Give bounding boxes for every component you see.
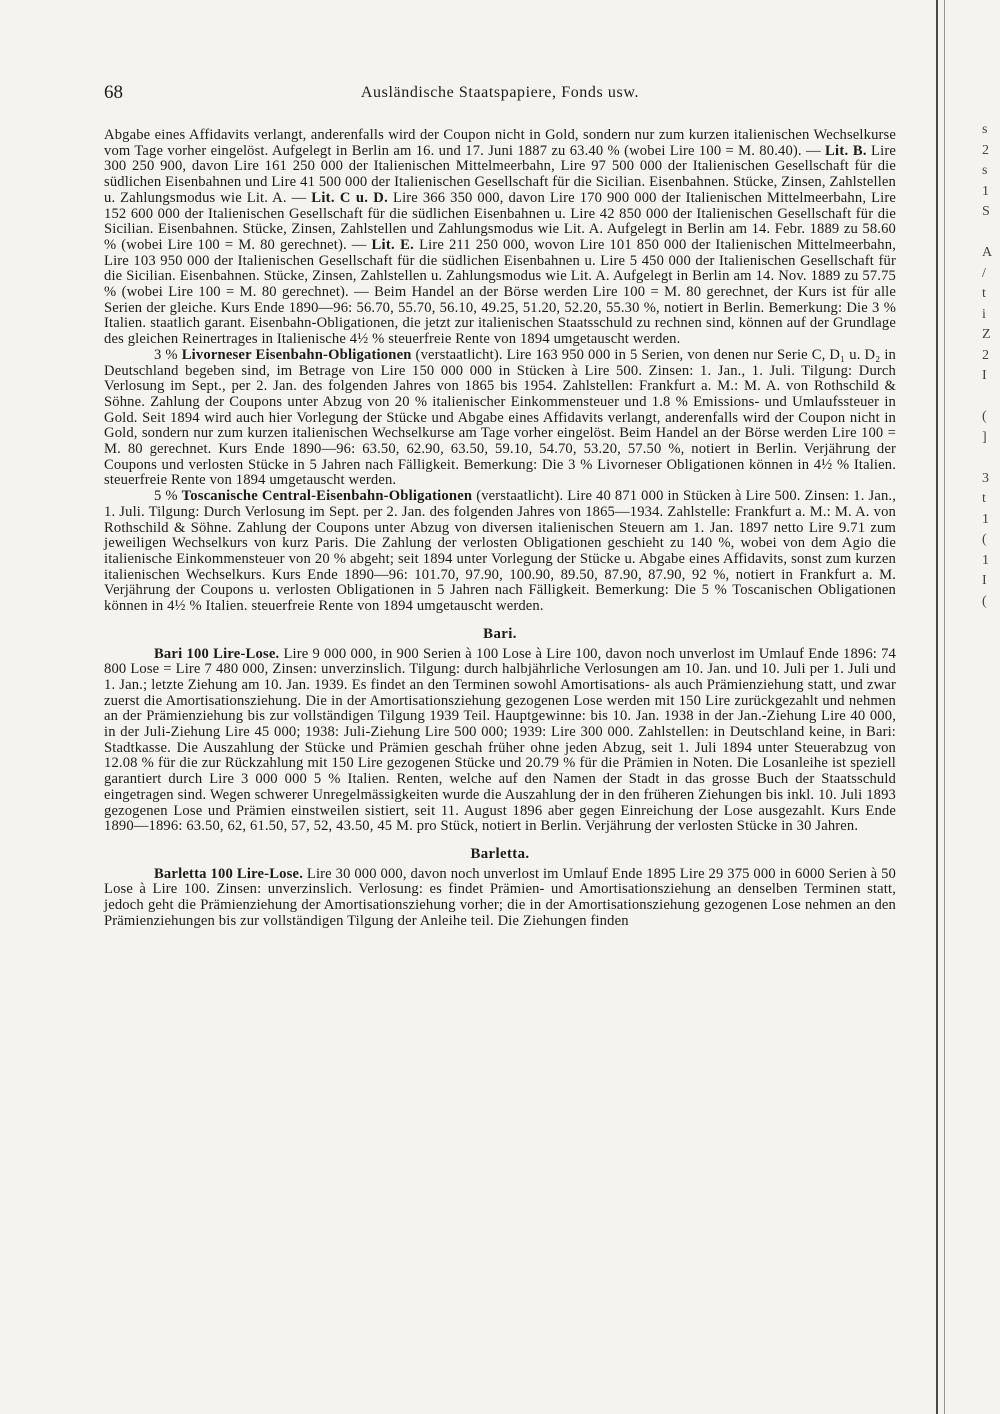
paragraph-lit-b-c-d-e	[104, 128, 896, 348]
lit-e-label: Lit. E.	[371, 236, 415, 253]
text-segment: Lire 300 250 900, davon Lire 161 250 000 der Italienischen Mittelmeerbahn, Lire 97 500 000 der Italienischen Gesellschaft für die südlichen Eisenbahnen und Lire 41 500 000 der Italienischen Gesellschaft für die Sicilian. Eisenbahnen. Stücke, Zinsen, Zahlstellen u. Zahlungsmodus wie Lit. A. —	[104, 142, 896, 206]
entry-title-toscanische: Toscanische Central-Eisenbahn-Obligationen	[181, 488, 473, 505]
running-head: Ausländische Staatspapiere, Fonds usw.	[360, 84, 640, 101]
section-heading-bari: Bari.	[483, 625, 517, 642]
entry-title-livorneser: Livorneser Eisenbahn-Obligationen	[181, 346, 412, 363]
gutter-edge-line-inner	[944, 0, 945, 1414]
gutter-edge-line	[936, 0, 938, 1414]
entry-title-bari: Bari 100 Lire-Lose.	[154, 645, 280, 662]
rate-prefix: 3 %	[154, 346, 182, 363]
entry-title-barletta: Barletta 100 Lire-Lose.	[154, 865, 304, 882]
paragraph-livorneser	[104, 348, 896, 489]
page-number: 68	[104, 82, 123, 103]
adjacent-page-fragment: s 2 s 1 S A / t i Z 2 I ( ] 3 t 1 ( 1 I (	[982, 122, 993, 609]
text-segment: Abgabe eines Affidavits verlangt, anderenfalls wird der Coupon nicht in Gold, sondern nur zum kurzen italienischen Wechselkurse vom Tage vorher eingelöst. Aufgelegt in Berlin am 16. und 17. Juni 1887 zu 63.40 % (wobei Lire 100 = M. 80.40). —	[104, 127, 896, 159]
entry-text: (verstaatlicht). Lire 163 950 000 in 5 Serien, von denen nur Serie C, D₁ u. D₂ in Deutschland begeben sind, im Betrage von Lire 150 000 000 in Stücken à Lire 500. Zinsen: 1. Jan., 1. Juli. Tilgung: Durch Verlosung im Sept., per 2. Jan. des folgenden Jahres von 1865 bis 1954. Zahlstellen: Frankfurt a. M.: M. A. von Rothschild & Söhne. Zahlung der Coupons unter Abzug von 20 % italienischer Einkommensteuer und 1.8 % Emissions- und Umlaufssteuer in Gold. Seit 1894 wird auch hier Vorlegung der Stücke und Abgabe eines Affidavits verlangt, anderenfalls wird der Coupon nicht in Gold, sondern nur zum kurzen italienischen Wechselkurse am Tage vorher eingelöst. Beim Handel an der Börse werden Lire 100 = M. 80 gerechnet. Kurs Ende 1890—96: 63.50, 62.90, 63.50, 59.10, 54.70, 53.20, 57.50 %, notiert in Berlin. Verjährung der Coupons und verlosten Stücke in 5 Jahren nach Fälligkeit. Bemerkung: Die 3 % Livorneser Obligationen können in 4½ % Italien. steuerfreie Rente von 1894 umgetauscht werden.	[104, 346, 897, 489]
entry-text: Lire 30 000 000, davon noch unverlost im Umlauf Ende 1895 Lire 29 375 000 in 6000 Serien à 50 Lose à Lire 100. Zinsen: unverzinslich. Verlosung: es findet Prämien- und Amortisationsziehung an denselben Terminen statt, jedoch geht die Prämienziehung der Amortisationsziehung vorher; die in der Amortisationsziehung gezogenen Lose nehmen an den Prämienziehungen bis zur vollständigen Tilgung der Anleihe teil. Die Ziehungen finden	[104, 865, 896, 929]
text-segment: Lire 211 250 000, wovon Lire 101 850 000 der Italienischen Mittelmeerbahn, Lire 103 950 000 der Italienischen Gesellschaft für die südlichen Eisenbahnen u. Lire 5 450 000 der Italienischen Gesellschaft für die Sicilian. Eisenbahnen. Stücke, Zinsen, Zahlstellen u. Zahlungsmodus wie Lit. A. Aufgelegt in Berlin am 14. Nov. 1889 zu 57.75 % (wobei Lire 100 = M. 80 gerechnet). — Beim Handel an der Börse werden Lire 100 = M. 80 gerechnet, der Kurs ist für alle Serien der gleiche. Kurs Ende 1890—96: 56.70, 55.70, 56.10, 49.25, 51.20, 52.20, 55.30 %, notiert in Berlin. Bemerkung: Die 3 % Italien. staatlich garant. Eisenbahn-Obligationen, die jetzt zur italienischen Staatsschuld zu rechnen sind, können auf der Grundlage des gleichen Reinertrages in Italienische 4½ % steuerfreie Rente von 1894 umgetauscht werden.	[104, 236, 896, 348]
page-body	[104, 128, 896, 929]
lit-b-label: Lit. B.	[824, 142, 867, 159]
paragraph-toscanische	[104, 489, 896, 615]
entry-text: Lire 9 000 000, in 900 Serien à 100 Lose à Lire 100, davon noch unverlost im Umlauf Ende 1896: 74 800 Lose = Lire 7 480 000, Zinsen: unverzinslich. Tilgung: durch halbjährliche Verlosungen am 10. Jan. und 10. Juli per 1. Juli und 1. Jan.; letzte Ziehung am 10. Jan. 1939. Es findet an den Terminen sowohl Amortisations- als auch Prämienziehung statt, und zwar zuerst die Amortisationsziehung. Die in der Amortisationsziehung gezogenen Lose werden mit 150 Lire zurückgezahlt und nehmen an der Prämienziehung bis zur vollständigen Tilgung 1939 Teil. Hauptgewinne: bis 10. Jan. 1938 in der Jan.-Ziehung Lire 40 000, in der Juli-Ziehung Lire 45 000; 1938: Juli-Ziehung Lire 500 000; 1939: Lire 300 000. Zahlstellen: in Deutschland keine, in Bari: Stadtkasse. Die Auszahlung der Stücke und Prämien geschah früher ohne jeden Abzug, seit 1. Juli 1894 unter Steuerabzug von 12.08 % für die zur Rückzahlung mit 150 Lire gezogenen Stücke und 20.79 % für die Prämien in Noten. Die Losanleihe ist speziell garantiert durch Lire 3 000 000 5 % Italien. Renten, welche auf den Namen der Stadt in das grosse Buch der Staatsschuld eingetragen sind. Wegen schwerer Unregelmässigkeiten wurde die Auszahlung der in den früheren Ziehungen bis inkl. 10. Juli 1893 gezogenen Lose und Prämien einstweilen sistiert, seit 11. August 1896 aber gegen Einreichung der Lose ausgezahlt. Kurs Ende 1890—1896: 63.50, 62, 61.50, 57, 52, 43.50, 45 M. pro Stück, notiert in Berlin. Verjährung der verlosten Stücke in 30 Jahren.	[104, 645, 896, 835]
paragraph-bari-lose	[104, 647, 896, 835]
page-header	[104, 82, 896, 106]
entry-text: (verstaatlicht). Lire 40 871 000 in Stücken à Lire 500. Zinsen: 1. Jan., 1. Juli. Tilgung: Durch Verlosung im Sept. per 2. Jan. des folgenden Jahres von 1865—1934. Zahlstelle: Frankfurt a. M.: M. A. von Rothschild & Söhne. Zahlung der Coupons unter Abzug von diversen italienischen Steuern am 1. Jan. 1897 netto Lire 9.71 zum jeweiligen Wechselkurs von kurz Paris. Die Zahlung der verlosten Obligationen geschieht zu 140 %, wobei von dem Agio die italienische Einkommensteuer von 20 % abgeht; seit 1894 unter Vorlegung der Stücke u. Abgabe eines Affidavits, sonst zum kurzen italienischen Wechselkurs. Kurs Ende 1890—96: 101.70, 97.90, 100.90, 89.50, 87.90, 87.90, 92 %, notiert in Frankfurt a. M. Verjährung der Coupons u. verlosten Obligationen in 5 Jahren nach Fälligkeit. Bemerkung: Die 5 % Toscanischen Obligationen können in 4½ % Italien. steuerfreie Rente von 1894 umgetauscht werden.	[104, 488, 896, 615]
text-segment: Lire 366 350 000, davon Lire 170 900 000 der Italienischen Mittelmeerbahn, Lire 152 600 000 der Italienischen Gesellschaft für die südlichen Eisenbahnen u. Lire 42 850 000 der Italienischen Gesellschaft für die Sicilian. Eisenbahnen. Stücke, Zinsen, Zahlstellen und Zahlungsmodus wie Lit. A. Aufgelegt in Berlin am 14. Febr. 1889 zu 58.60 % (wobei Lire 100 = M. 80 gerechnet). —	[104, 189, 896, 253]
paragraph-barletta-lose	[104, 867, 896, 930]
section-heading-barletta: Barletta.	[470, 845, 530, 862]
lit-cd-label: Lit. C u. D.	[311, 189, 389, 206]
rate-prefix: 5 %	[154, 488, 182, 505]
